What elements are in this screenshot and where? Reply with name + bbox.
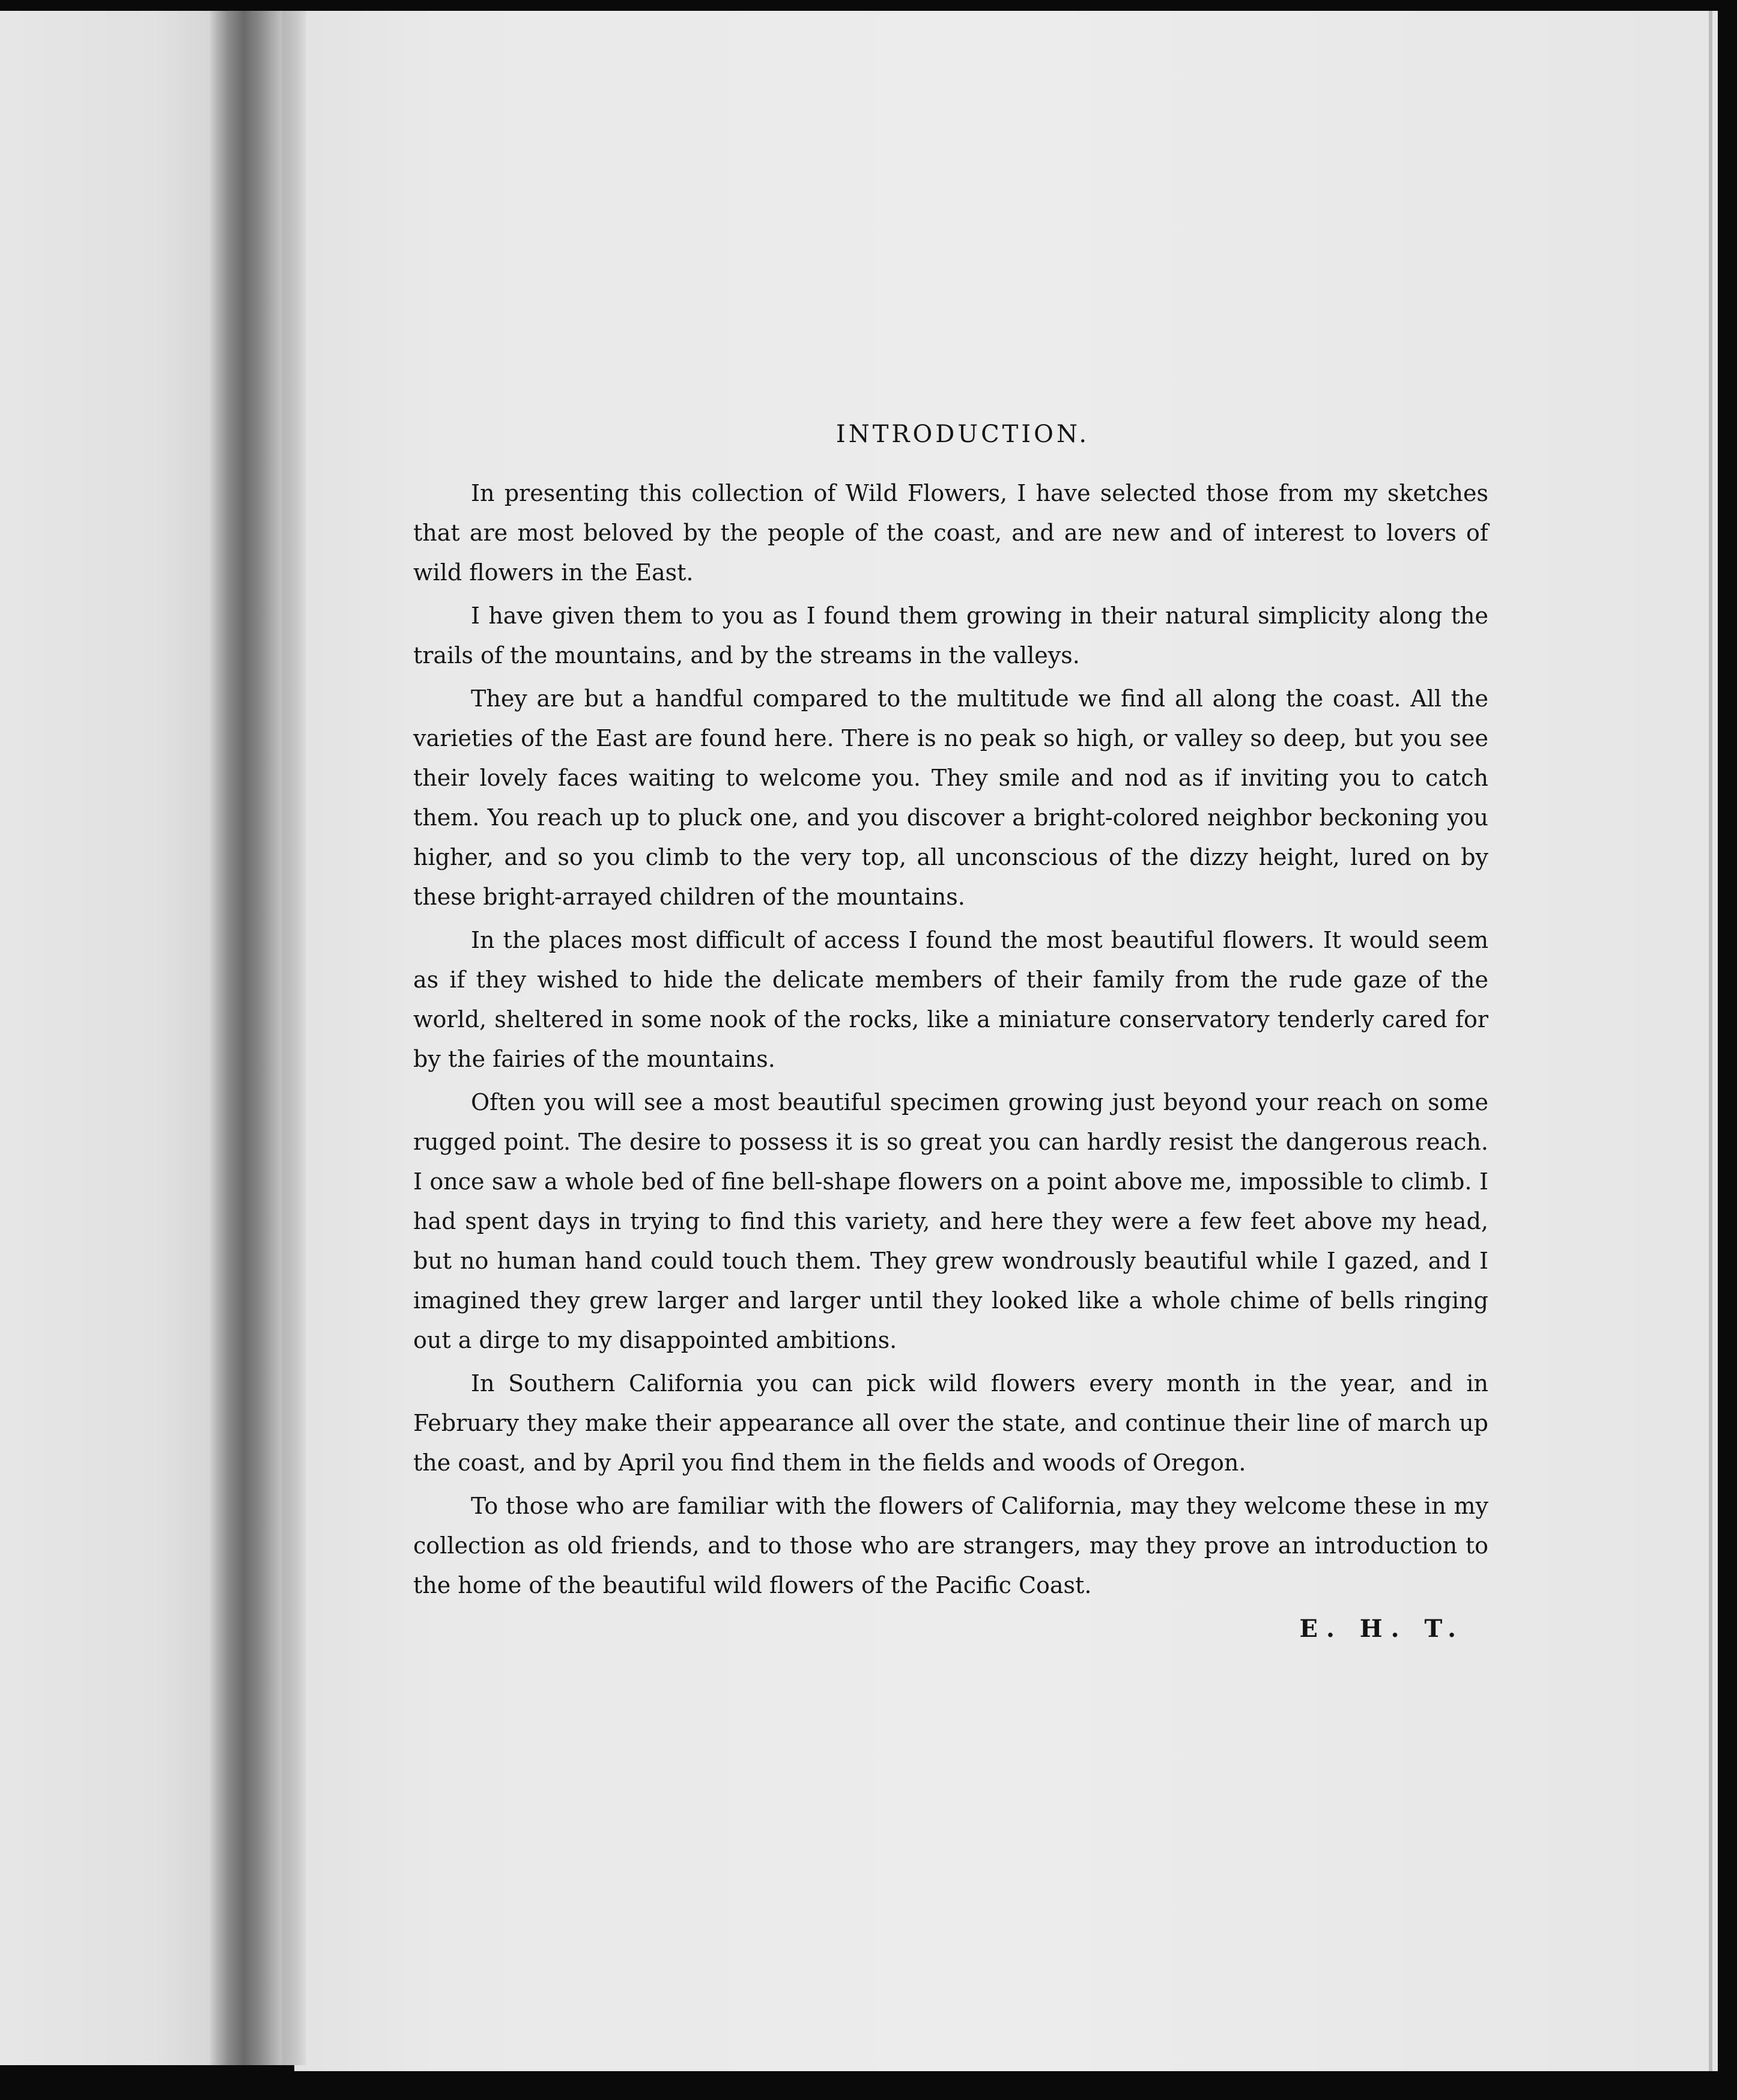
paragraph: To those who are familiar with the flowers of California, may they welcome these in my collection as old friends, and to those who are strangers, may they prove an introduction to the home of the beautiful wild flowers of the Pacific Coast. <box>413 1493 1488 1598</box>
page-title: INTRODUCTION. <box>835 420 1090 448</box>
page-edge <box>1709 11 1712 2071</box>
paragraph: In the places most difficult of access I found the most beautiful flowers. It would seem as if they wished to hide the delicate members of their family from the rude gaze of the world, sheltered in some nook of the rocks, like a miniature conservatory tenderly cared for by the fairies of the mountains. <box>413 927 1488 1072</box>
paragraph: I have given them to you as I found them growing in their natural simplicity along the trails of the mountains, and by the streams in the valleys. <box>413 602 1488 669</box>
left-page <box>0 11 222 2065</box>
introduction-text <box>413 420 1488 1643</box>
paragraph: In presenting this collection of Wild Flowers, I have selected those from my sketches that are most beloved by the people of the coast, and are new and of interest to lovers of wild flowers in the East. <box>413 480 1488 586</box>
author-initials: E. H. T. <box>1299 1615 1464 1643</box>
paragraph: Often you will see a most beautiful specimen growing just beyond your reach on some rugged point. The desire to possess it is so great you can hardly resist the dangerous reach. I once saw a whole bed of fine bell-shape flowers on a point above me, impossible to climb. I had spent days in trying to find this variety, and here they were a few feet above my head, but no human hand could touch them. They grew wondrously beautiful while I gazed, and I imagined they grew larger and larger until they looked like a whole chime of bells ringing out a dirge to my disappointed ambitions. <box>413 1089 1488 1353</box>
gutter-shadow <box>282 11 306 2065</box>
paragraph: In Southern California you can pick wild flowers every month in the year, and in February they make their appearance all over the state, and continue their line of march up the coast, and by April you find them in the fields and woods of Oregon. <box>413 1370 1488 1476</box>
paragraph: They are but a handful compared to the multitude we find all along the coast. All the varieties of the East are found here. There is no peak so high, or valley so deep, but you see their lovely faces waiting to welcome you. They smile and nod as if inviting you to catch them. You reach up to pluck one, and you discover a bright-colored neighbor beckoning you higher, and so you climb to the very top, all unconscious of the dizzy height, lured on by these bright-arrayed children of the mountains. <box>413 685 1488 910</box>
